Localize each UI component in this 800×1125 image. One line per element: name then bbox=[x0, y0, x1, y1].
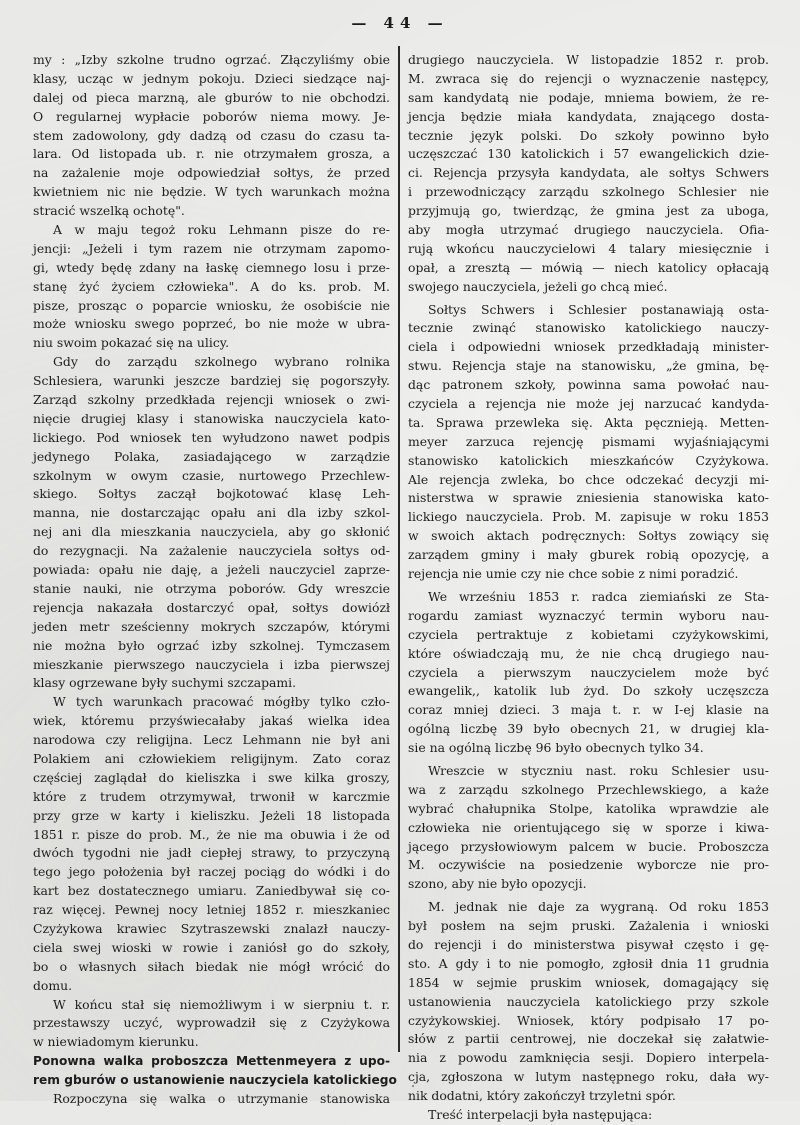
text-line: dąc patronem szkoły, powinna sama powołać nau- bbox=[408, 377, 769, 393]
text-line: ta. Sprawa przewleka się. Akta pęcznieją. Metten- bbox=[408, 414, 769, 430]
text-line: czyciela pertraktuje z kobietami czyżykowskimi, bbox=[408, 626, 769, 642]
text-line: wa z zarządu szkolnego Przechlewskiego, a każe bbox=[408, 781, 769, 797]
text-line: jencja będzie miała kandydata, znającego dosta- bbox=[408, 108, 769, 124]
text-line: A w maju tegoż roku Lehmann pisze do re- bbox=[53, 222, 390, 238]
text-line: drugiego nauczyciela. W listopadzie 1852 r. prob. bbox=[408, 52, 769, 67]
text-line: ciela swej wioski w rowie i zaniósł go do szkoły, bbox=[33, 939, 390, 955]
text-line: dalej od pieca marzną, ale gburów to nie obchodzi. bbox=[33, 89, 390, 105]
text-line: tecznie język polski. Do szkoły powinno było bbox=[408, 127, 769, 143]
column-divider bbox=[398, 46, 400, 1052]
text-line: które oświadczają mu, że nie chcą drugiego nau- bbox=[408, 645, 769, 661]
text-line: ci. Rejencja przysyła kandydata, ale sołtys Schwers bbox=[408, 165, 769, 181]
text-line: bo o własnych siłach biedak nie mógł wrócić do bbox=[33, 958, 390, 974]
text-line: Schlesiera, warunki jeszcze bardziej się pogorszyły. bbox=[33, 373, 390, 389]
text-line: które z trudem otrzymywał, trwonił w karczmie bbox=[33, 788, 390, 804]
text-line: lickiego. Pod wniosek ten wyłudzono nawet podpis bbox=[33, 429, 390, 445]
text-line: w niewiadomym kierunku. bbox=[33, 1034, 199, 1050]
text-line: uczęszczać 130 katolickich i 57 ewangelickich dzie- bbox=[408, 146, 769, 162]
text-line: Polakiem ani człowiekiem religijnym. Zato coraz bbox=[33, 750, 390, 766]
text-line: M. oczywiście na posiedzenie wyborcze nie pro- bbox=[408, 857, 769, 873]
text-line: częściej zaglądał do kieliszka i swe kilka groszy, bbox=[33, 769, 390, 785]
text-line: stwu. Rejencja staje na stanowisku, „że gmina, bę- bbox=[408, 358, 769, 374]
text-line: jedynego Polaka, zasiadającego w zarządzie bbox=[33, 448, 390, 464]
text-line: aby mogła utrzymać drugiego nauczyciela. Ofia- bbox=[408, 222, 769, 238]
text-line: na zażalenie moje odpowiedział sołtys, że przed bbox=[33, 165, 390, 181]
text-line: przy grze w karty i kieliszku. Jeżeli 18 listopada bbox=[33, 807, 390, 823]
text-line: Ale rejencja zwleka, bo chce odczekać decyzji mi- bbox=[408, 471, 769, 487]
text-line: Wreszcie w styczniu nast. roku Schlesier usu- bbox=[428, 762, 769, 778]
text-line: kart bez dostatecznego umiaru. Zaniedbywał się co- bbox=[33, 883, 390, 899]
text-line: ewangelik,, katolik lub żyd. Do szkoły uczęszcza bbox=[408, 683, 769, 699]
text-line: do rejencji i do ministerstwa pisywał często i gę- bbox=[408, 936, 769, 952]
text-line: ustanowienia nauczyciela katolickiego przy szkole bbox=[408, 993, 769, 1009]
text-line: nia z powodu zamknięcia sesji. Dopiero interpela- bbox=[408, 1050, 769, 1066]
text-line: rują wkońcu nauczycielowi 4 talary miesięcznie i bbox=[408, 240, 769, 256]
print-speck bbox=[412, 1085, 414, 1087]
text-line: lickiego nauczyciela. Prob. M. zapisuje w roku 1853 bbox=[408, 509, 769, 525]
text-line: stanie nauki, nie otrzyma poborów. Gdy wreszcie bbox=[33, 580, 390, 596]
left-column bbox=[33, 51, 397, 1109]
text-line: pisze, prosząc o poparcie wniosku, że osobiście nie bbox=[33, 297, 390, 313]
text-line: sam kandydatą nie podaje, mniema bowiem, że re- bbox=[408, 89, 769, 105]
text-line: kwietniem nic nie będzie. W tych warunkach można bbox=[33, 184, 390, 200]
text-line: Czyżykowa krawiec Szytraszewski znalazł nauczy- bbox=[33, 920, 390, 936]
text-line: Rozpoczyna się walka o utrzymanie stanowiska bbox=[53, 1090, 390, 1106]
text-line: W tych warunkach pracować mógłby tylko czło- bbox=[53, 694, 390, 710]
text-line: stracić wszelką ochotę". bbox=[33, 203, 185, 219]
text-line: M. zwraca się do rejencji o wyznaczenie następcy, bbox=[408, 70, 769, 86]
text-line: dwóch tygodni nie jadł ciepłej strawy, to przyczyną bbox=[33, 845, 390, 861]
text-line: Zarząd szkolny przedkłada rejencji wniosek o zwi- bbox=[33, 392, 390, 408]
text-line: opał, a zresztą — mówią — niech katolicy opłacają bbox=[408, 259, 769, 275]
text-line: M. jednak nie daje za wygraną. Od roku 1853 bbox=[428, 899, 769, 915]
text-line: We wrześniu 1853 r. radca ziemiański ze Sta- bbox=[428, 588, 769, 604]
text-line: w swoich aktach podręcznych: Sołtys zowiący się bbox=[408, 528, 769, 544]
text-line: ciela i odpowiedni wniosek przedkładają minister- bbox=[408, 339, 769, 355]
text-line: i przewodniczący zarządu szkolnego Schlesier nie bbox=[408, 184, 769, 200]
text-line: Treść interpelacji była następująca: bbox=[428, 1106, 653, 1122]
text-line: jeden metr sześcienny mokrych szczapów, którymi bbox=[33, 618, 390, 634]
right-column bbox=[408, 51, 769, 1125]
text-line: sto. A gdy i to nie pomogło, zgłosił dnia 11 grudnia bbox=[408, 955, 769, 971]
section-heading-line: Ponowna walka proboszcza Mettenmeyera z upo- bbox=[33, 1054, 390, 1069]
text-line: czyżykowskiej. Wniosek, który podpisało 17 po- bbox=[408, 1012, 769, 1028]
text-line: powiada: opału nie daję, a jeżeli nauczyciel zaprze- bbox=[33, 562, 390, 578]
text-line: wiek, któremu przyświecałaby jakaś wielka idea bbox=[33, 713, 390, 729]
text-line: szono, aby nie było opozycji. bbox=[408, 876, 587, 892]
text-line: nie można było ogrzać izby szkolnej. Tymczasem bbox=[33, 637, 390, 653]
text-line: manna, nie dostarczając opału ani dla izby szkol- bbox=[33, 505, 390, 521]
text-line: czyciela a rejencja nie może jej narzucać kandyda- bbox=[408, 396, 769, 412]
text-line: był posłem na sejm pruski. Zażalenia i wnioski bbox=[408, 918, 769, 934]
text-line: O regularnej wypłacie poborów niema mowy. Je- bbox=[33, 108, 390, 124]
text-line: skiego. Sołtys zaczął bojkotować klasę Leh- bbox=[33, 486, 390, 502]
text-line: coraz mniej dzieci. 3 maja t. r. w I-ej klasie na bbox=[408, 702, 769, 718]
text-line: jencji: „Jeżeli i tym razem nie otrzymam zapomo- bbox=[33, 240, 390, 256]
page-number: — 44 — bbox=[351, 14, 449, 32]
text-line: nięcie drugiej klasy i stanowiska nauczyciela kato- bbox=[33, 410, 390, 426]
text-line: klasy, ucząc w jednym pokoju. Dzieci siedzące naj- bbox=[33, 70, 390, 86]
text-line: my : „Izby szkolne trudno ogrzać. Złączyliśmy obie bbox=[33, 52, 390, 67]
text-line: swojego nauczyciela, jeżeli go chcą mieć. bbox=[408, 278, 668, 294]
text-line: meyer zarzuca rejencję pismami wyjaśniającymi bbox=[408, 433, 769, 449]
text-line: gi, wtedy będę zdany na łaskę ciemnego losu i prze- bbox=[33, 259, 390, 275]
text-line: 1854 w sejmie pruskim wniosek, domagający się bbox=[408, 974, 769, 990]
text-line: stanę żyć życiem człowieka". A do ks. prob. M. bbox=[33, 278, 390, 294]
text-line: cja, zgłoszona w lutym następnego roku, dała wy- bbox=[408, 1069, 769, 1085]
text-line: raz więcej. Pewnej nocy letniej 1852 r. mieszkaniec bbox=[33, 902, 390, 918]
text-line: stanowisko katolickich mieszkańców Czyżykowa. bbox=[408, 452, 769, 468]
text-line: tego jego położenia był raczej pociąg do wódki i do bbox=[33, 864, 390, 880]
text-line: czyciela a pierwszym nauczycielem może być bbox=[408, 664, 769, 680]
text-line: narodowa czy religijna. Lecz Lehmann nie był ani bbox=[33, 732, 390, 748]
text-line: zarządem gminy i mały gburek robią opozycję, a bbox=[408, 547, 769, 563]
section-heading-line: rem gburów o ustanowienie nauczyciela katolickiego bbox=[33, 1073, 397, 1088]
text-line: rejencja nie umie czy nie chce sobie z nimi poradzić. bbox=[408, 566, 739, 582]
text-line: Sołtys Schwers i Schlesier postanawiają osta- bbox=[428, 301, 769, 317]
text-line: słów z partii centrowej, nie doczekał się załatwie- bbox=[408, 1031, 769, 1047]
text-line: rogardu zamiast wyznaczyć termin wyboru nau- bbox=[408, 607, 769, 623]
text-line: mieszkanie pierwszego nauczyciela i izba pierwszej bbox=[33, 656, 390, 672]
text-line: wybrać chałupnika Stolpe, katolika wprawdzie ale bbox=[408, 800, 769, 816]
text-line: lara. Od listopada ub. r. nie otrzymałem grosza, a bbox=[33, 146, 390, 162]
text-line: jącego przysłowiowym palcem w bucie. Proboszcza bbox=[408, 838, 769, 854]
text-line: nisterstwa w sprawie zniesienia stanowiska kato- bbox=[408, 490, 769, 506]
text-line: nik dodatni, który zakończył trzyletni spór. bbox=[408, 1088, 676, 1104]
text-line: domu. bbox=[33, 977, 73, 993]
text-line: człowieka nie orientującego się w sporze i kiwa- bbox=[408, 819, 769, 835]
text-line: sie na ogólną liczbę 96 było obecnych tylko 34. bbox=[408, 740, 704, 756]
text-line: ogólną liczbę 39 było obecnych 21, w drugiej kla- bbox=[408, 721, 769, 737]
text-line: Gdy do zarządu szkolnego wybrano rolnika bbox=[53, 354, 390, 370]
text-line: niu swoim pokazać się na ulicy. bbox=[33, 335, 230, 351]
text-line: klasy ogrzewane były suchymi szczapami. bbox=[33, 675, 297, 691]
text-line: W końcu stał się niemożliwym i w sierpniu t. r. bbox=[53, 996, 390, 1012]
text-line: rejencja nakazała dostarczyć opał, sołtys dowiózł bbox=[33, 599, 390, 615]
text-line: 1851 r. pisze do prob. M., że nie ma obuwia i że od bbox=[33, 826, 390, 842]
text-line: tecznie zwinąć stanowisko katolickiego nauczy- bbox=[408, 320, 769, 336]
text-line: może wniosku swego poprzeć, bo nie może w ubra- bbox=[33, 316, 390, 332]
text-line: stem zadowolony, gdy dadzą od czasu do czasu ta- bbox=[33, 127, 390, 143]
text-line: przyjmują go, twierdząc, że gmina jest za uboga, bbox=[408, 203, 769, 219]
text-line: szkolnym w owym czasie, nurtowego Przechlew- bbox=[33, 467, 390, 483]
text-line: do rezygnacji. Na zażalenie nauczyciela sołtys od- bbox=[33, 543, 390, 559]
text-line: nej ani dla mieszkania nauczyciela, aby go skłonić bbox=[33, 524, 390, 540]
text-line: przestawszy uczyć, wyprowadził się z Czyżykowa bbox=[33, 1015, 390, 1031]
